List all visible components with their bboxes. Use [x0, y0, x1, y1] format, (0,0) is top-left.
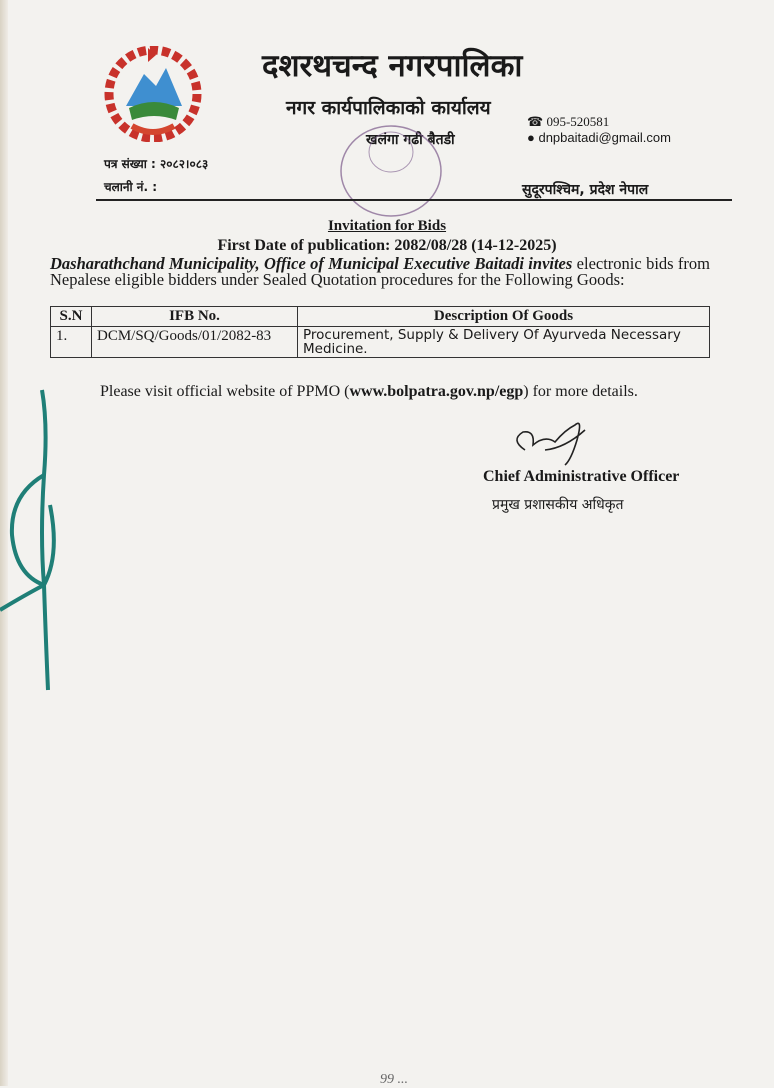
visit-website-text: Please visit official website of PPMO (www.bolpatra.gov.np/egp) for more details.: [100, 383, 638, 400]
signatory-title: Chief Administrative Officer: [483, 468, 680, 485]
goods-table: [50, 306, 710, 358]
province: सुदूरपश्चिम, प्रदेश नेपाल: [522, 182, 649, 198]
ppmo-link[interactable]: www.bolpatra.gov.np/egp: [349, 383, 524, 400]
cell-ifb: DCM/SQ/Goods/01/2082-83: [92, 327, 298, 358]
official-stamp: [336, 122, 446, 220]
binding-string: [0, 385, 70, 695]
municipality-name: दशरथचन्द नगरपालिका: [262, 48, 523, 84]
table-row: [51, 327, 710, 358]
signature: [505, 410, 595, 470]
email-address: ● dnpbaitadi@gmail.com: [527, 130, 671, 145]
letter-number: पत्र संख्या : २०८२।०८३: [104, 157, 209, 171]
notice-title: Invitation for Bids: [327, 218, 447, 234]
office-name: नगर कार्यपालिकाको कार्यालय: [286, 97, 491, 119]
dispatch-number: चलानी नं. :: [104, 180, 158, 194]
nepal-emblem-logo: [104, 46, 202, 142]
signatory-title-nepali: प्रमुख प्रशासकीय अधिकृत: [492, 497, 624, 513]
handwritten-note: 99 ...: [380, 1072, 408, 1087]
cell-description: Procurement, Supply & Delivery Of Ayurveda Necessary Medicine.: [298, 327, 710, 358]
notice-intro: Dasharathchand Municipality, Office of Municipal Executive Baitadi invites electronic bids from Nepalese eligible bidders under Sealed Quotation procedures for the Following Goods:: [50, 254, 711, 289]
phone-number: ☎ 095-520581: [527, 114, 610, 129]
header-divider: [96, 199, 732, 201]
header-sn: S.N: [51, 307, 92, 327]
header-ifb: IFB No.: [92, 307, 298, 327]
phone-icon: ☎: [527, 114, 547, 129]
globe-icon: ●: [527, 130, 539, 145]
cell-sn: 1.: [51, 327, 92, 358]
publication-date: First Date of publication: 2082/08/28 (14-12-2025): [217, 237, 557, 254]
table-header-row: [51, 307, 710, 327]
office-location: खलंगा गढी बैतडी: [366, 132, 455, 148]
header-description: Description Of Goods: [298, 307, 710, 327]
